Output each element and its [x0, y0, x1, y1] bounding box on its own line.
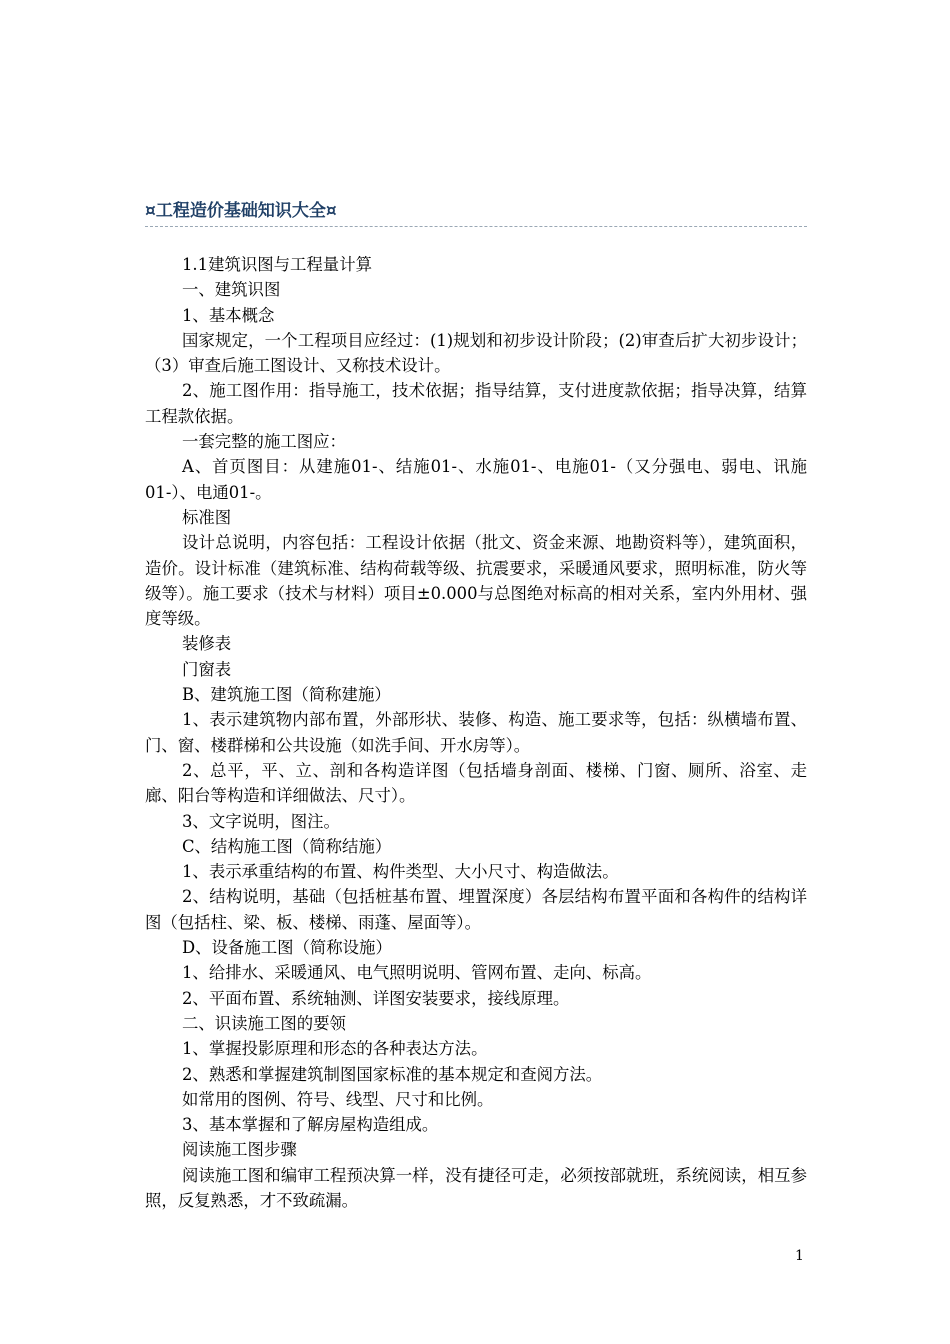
body-paragraph: 1、基本概念	[182, 305, 275, 325]
body-paragraph: 2、结构说明，基础（包括桩基布置、埋置深度）各层结构布置平面和各构件的结构详图（包括柱、梁、板、楼梯、雨蓬、屋面等）。	[145, 887, 807, 932]
body-paragraph: 1.1建筑识图与工程量计算	[182, 255, 372, 274]
body-paragraph: 一套完整的施工图应：	[182, 432, 346, 452]
body-paragraph: 1、给排水、采暖通风、电气照明说明、管网布置、走向、标高。	[182, 963, 652, 983]
body-paragraph: 国家规定，一个工程项目应经过：(1)规划和初步设计阶段；(2)审查后扩大初步设计；（3）审查后施工图设计、又称技术设计。	[145, 330, 807, 376]
body-paragraph: 设计总说明，内容包括：工程设计依据（批文、资金来源、地勘资料等），建筑面积，造价。设计标准（建筑标准、结构荷载等级、抗震要求，采暖通风要求，照明标准，防火等级等）。施工要求（技术与材料）项目±0.000与总图绝对标高的相对关系，室内外用材、强度等级。	[145, 533, 807, 629]
body-paragraph: B、建筑施工图（简称建施）	[182, 685, 391, 705]
body-paragraph: 1、表示承重结构的布置、构件类型、大小尺寸、构造做法。	[182, 862, 619, 882]
page-number: 1	[795, 1248, 804, 1264]
body-paragraph: 3、基本掌握和了解房屋构造组成。	[182, 1115, 439, 1135]
body-paragraph: 3、文字说明，图注。	[182, 811, 340, 831]
body-paragraph: 1、掌握投影原理和形态的各种表达方法。	[182, 1039, 488, 1059]
body-paragraph: 装修表	[182, 634, 232, 654]
document-body	[145, 252, 807, 1213]
body-paragraph: 如常用的图例、符号、线型、尺寸和比例。	[182, 1089, 494, 1109]
body-paragraph: A、首页图目：从建施01-、结施01-、水施01-、电施01-（又分强电、弱电、讯施01-）、电通01-。	[145, 457, 807, 502]
body-paragraph: 标准图	[182, 507, 232, 527]
body-paragraph: 门窗表	[182, 659, 232, 679]
body-paragraph: 2、熟悉和掌握建筑制图国家标准的基本规定和查阅方法。	[182, 1064, 603, 1084]
body-paragraph: 1、表示建筑物内部布置，外部形状、装修、构造、施工要求等，包括：纵横墙布置、门、窗、楼群梯和公共设施（如洗手间、开水房等）。	[145, 710, 807, 755]
body-paragraph: 2、总平，平、立、剖和各构造详图（包括墙身剖面、楼梯、门窗、厕所、浴室、走廊、阳台等构造和详细做法、尺寸）。	[145, 760, 807, 806]
body-paragraph: 阅读施工图和编审工程预决算一样，没有捷径可走，必须按部就班，系统阅读，相互参照，反复熟悉，才不致疏漏。	[145, 1165, 807, 1210]
body-paragraph: C、结构施工图（简称结施）	[182, 836, 392, 856]
body-paragraph: 2、平面布置、系统轴测、详图安装要求，接线原理。	[182, 988, 570, 1008]
title-divider	[145, 226, 807, 227]
body-paragraph: 2、施工图作用：指导施工，技术依据；指导结算，支付进度款依据；指导决算，结算工程款依据。	[145, 381, 807, 426]
document-title: ¤工程造价基础知识大全¤	[145, 201, 337, 221]
body-paragraph: 一、建筑识图	[182, 280, 281, 300]
body-paragraph: 二、识读施工图的要领	[182, 1013, 346, 1033]
body-paragraph: 阅读施工图步骤	[182, 1140, 297, 1160]
body-paragraph: D、设备施工图（简称设施）	[182, 938, 392, 958]
